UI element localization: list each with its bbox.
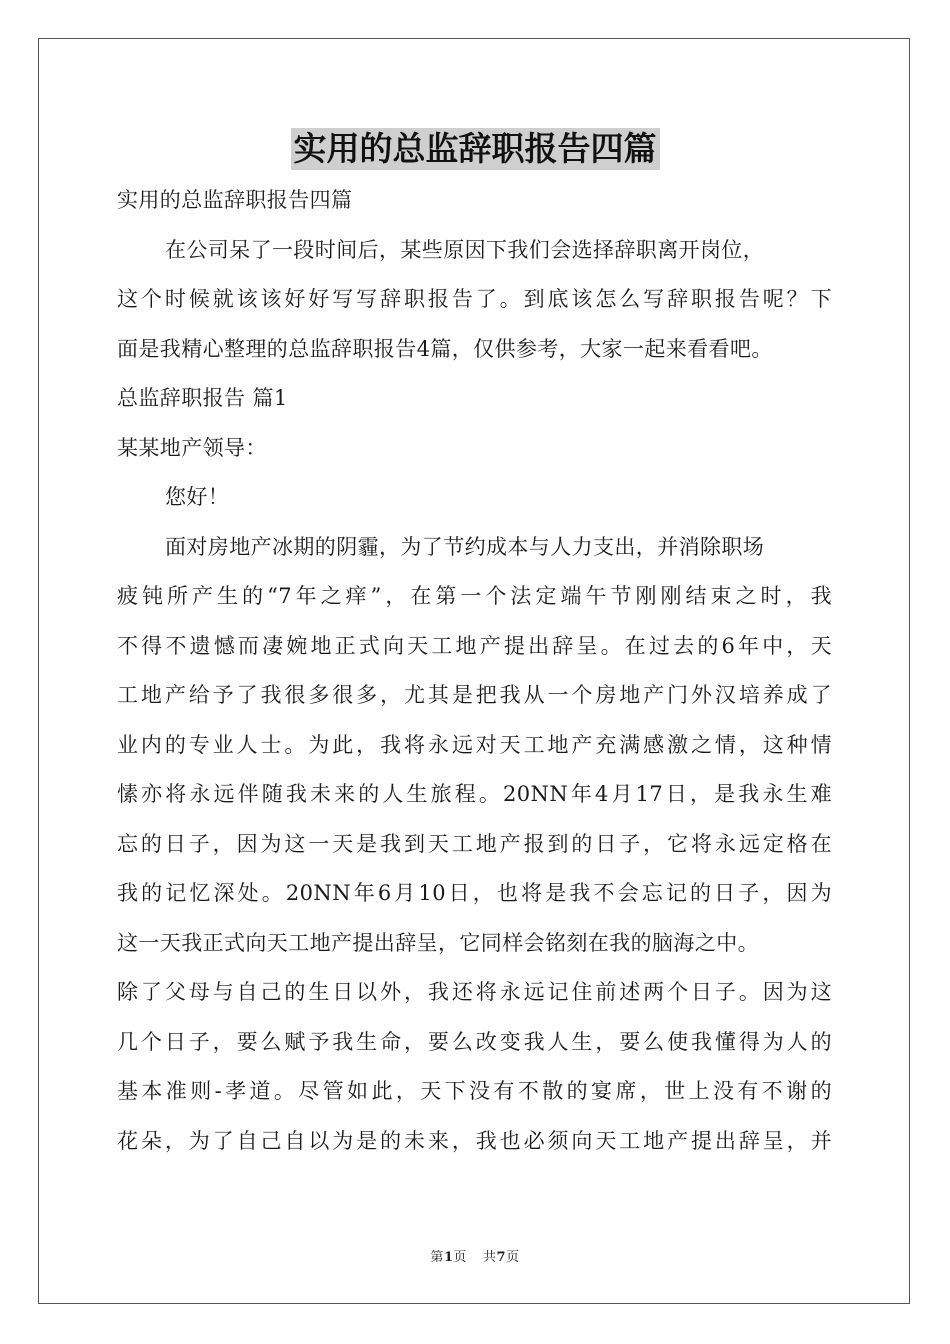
page-prefix: 第 xyxy=(430,1250,444,1265)
paragraph-line: 工地产给予了我很多很多，尤其是把我从一个房地产门外汉培养成了 xyxy=(117,683,832,707)
page-total: 7 xyxy=(496,1250,507,1265)
paragraph-line: 面对房地产冰期的阴霾，为了节约成本与人力支出，并消除职场 xyxy=(165,534,765,559)
paragraph-line: 这个时候就该该好好写写辞职报告了。到底该怎么写辞职报告呢？下 xyxy=(117,287,832,311)
paragraph-line: 忘的日子，因为这一天是我到天工地产报到的日子，它将永远定格在 xyxy=(117,831,832,856)
page-footer xyxy=(0,1246,950,1265)
paragraph-line: 这一天我正式向天工地产提出辞呈，它同样会铭刻在我的脑海之中。 xyxy=(117,930,759,955)
total-prefix: 共 xyxy=(483,1250,497,1265)
paragraph-line: 我的记忆深处。20NN年6月10日，也将是我不会忘记的日子，因为 xyxy=(117,881,832,905)
paragraph-line: 花朵，为了自己自以为是的未来，我也必须向天工地产提出辞呈，并 xyxy=(117,1128,832,1153)
paragraph-line: 不得不遗憾而凄婉地正式向天工地产提出辞呈。在过去的6年中，天 xyxy=(117,633,832,658)
section-heading: 总监辞职报告 篇1 xyxy=(117,386,288,410)
paragraph-line: 几个日子，要么赋予我生命，要么改变我人生，要么使我懂得为人的 xyxy=(117,1029,832,1054)
paragraph-line: 除了父母与自己的生日以外，我还将永远记住前述两个日子。因为这 xyxy=(117,980,832,1004)
paragraph-line: 业内的专业人士。为此，我将永远对天工地产充满感激之情，这种情 xyxy=(117,732,832,757)
total-suffix: 页 xyxy=(506,1250,520,1265)
subtitle-line: 实用的总监辞职报告四篇 xyxy=(117,188,353,212)
paragraph-line: 基本准则-孝道。尽管如此，天下没有不散的宴席，世上没有不谢的 xyxy=(117,1079,832,1103)
paragraph-line: 面是我精心整理的总监辞职报告4篇，仅供参考，大家一起来看看吧。 xyxy=(117,336,773,361)
page-suffix: 页 xyxy=(453,1250,467,1265)
greeting: 您好！ xyxy=(165,485,230,509)
document-body xyxy=(117,176,837,1166)
document-title: 实用的总监辞职报告四篇 xyxy=(291,128,660,170)
title-container xyxy=(0,128,950,170)
paragraph-line: 疲钝所产生的“7年之痒”，在第一个法定端午节刚刚结束之时，我 xyxy=(117,584,832,608)
paragraph-line: 愫亦将永远伴随我未来的人生旅程。20NN年4月17日，是我永生难 xyxy=(117,782,832,806)
page-current: 1 xyxy=(443,1250,454,1265)
paragraph-line: 在公司呆了一段时间后，某些原因下我们会选择辞职离开岗位， xyxy=(165,237,765,262)
salutation: 某某地产领导： xyxy=(117,435,267,460)
